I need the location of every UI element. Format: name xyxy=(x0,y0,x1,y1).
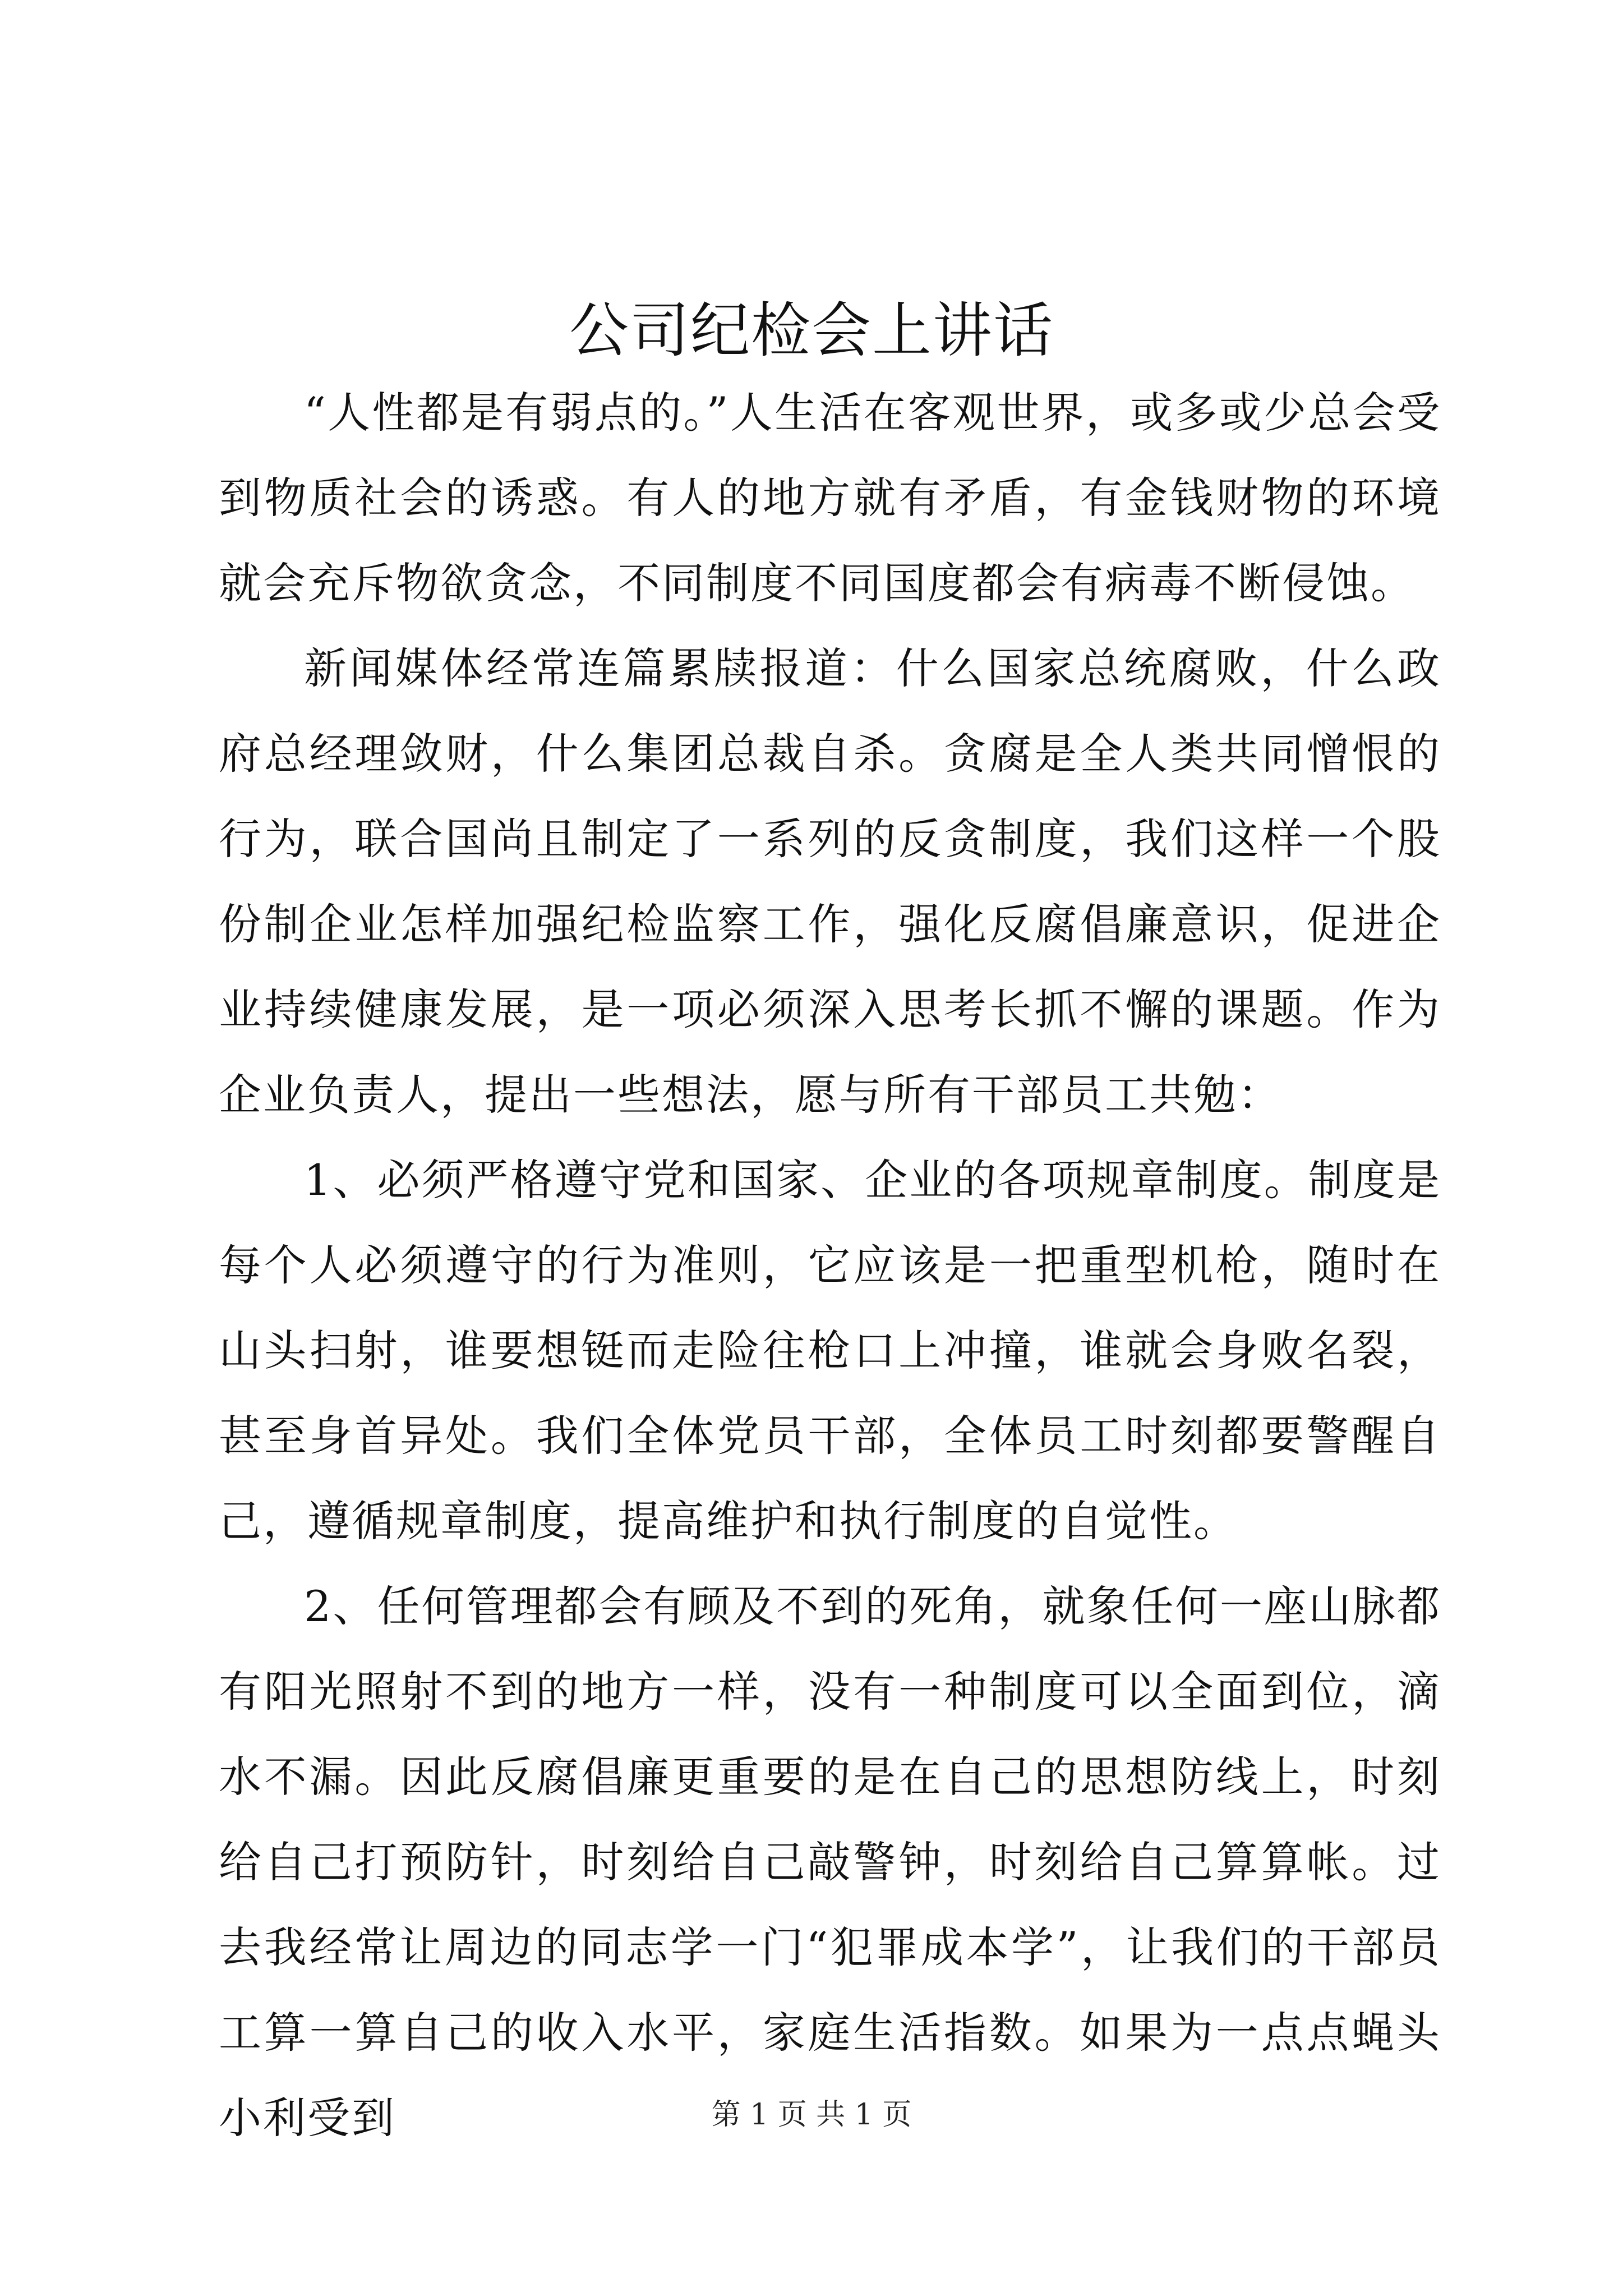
paragraph-2: 新闻媒体经常连篇累牍报道：什么国家总统腐败，什么政府总经理敛财，什么集团总裁自杀。贪腐是全人类共同憎恨的行为，联合国尚且制定了一系列的反贪制度，我们这样一个股份制企业怎样加强纪检监察工作，强化反腐倡廉意识，促进企业持续健康发展，是一项必须深入思考长抓不懈的课题。作为企业负责人，提出一些想法，愿与所有干部员工共勉： xyxy=(219,643,1441,1120)
page-title: 公司纪检会上讲话 xyxy=(569,296,1054,365)
paragraph-3: 1、必须严格遵守党和国家、企业的各项规章制度。制度是每个人必须遵守的行为准则，它应该是一把重型机枪，随时在山头扫射，谁要想铤而走险往枪口上冲撞，谁就会身败名裂，甚至身首异处。我们全体党员干部，全体员工时刻都要警醒自己，遵循规章制度，提高维护和执行制度的自觉性。 xyxy=(219,1155,1441,1546)
paragraph-4: 2、任何管理都会有顾及不到的死角，就象任何一座山脉都有阳光照射不到的地方一样，没有一种制度可以全面到位，滴水不漏。因此反腐倡廉更重要的是在自己的思想防线上，时刻给自己打预防针，时刻给自己敲警钟，时刻给自己算算帐。过去我经常让周边的同志学一门“犯罪成本学”，让我们的干部员工算一算自己的收入水平，家庭生活指数。如果为一点点蝇头小利受到 xyxy=(219,1581,1441,2143)
document-body xyxy=(219,370,1441,2161)
paragraph-1: “人性都是有弱点的。”人生活在客观世界，或多或少总会受到物质社会的诱惑。有人的地方就有矛盾，有金钱财物的环境就会充斥物欲贪念，不同制度不同国度都会有病毒不断侵蚀。 xyxy=(219,388,1441,608)
page-footer: 第 1 页 共 1 页 xyxy=(711,2098,912,2132)
